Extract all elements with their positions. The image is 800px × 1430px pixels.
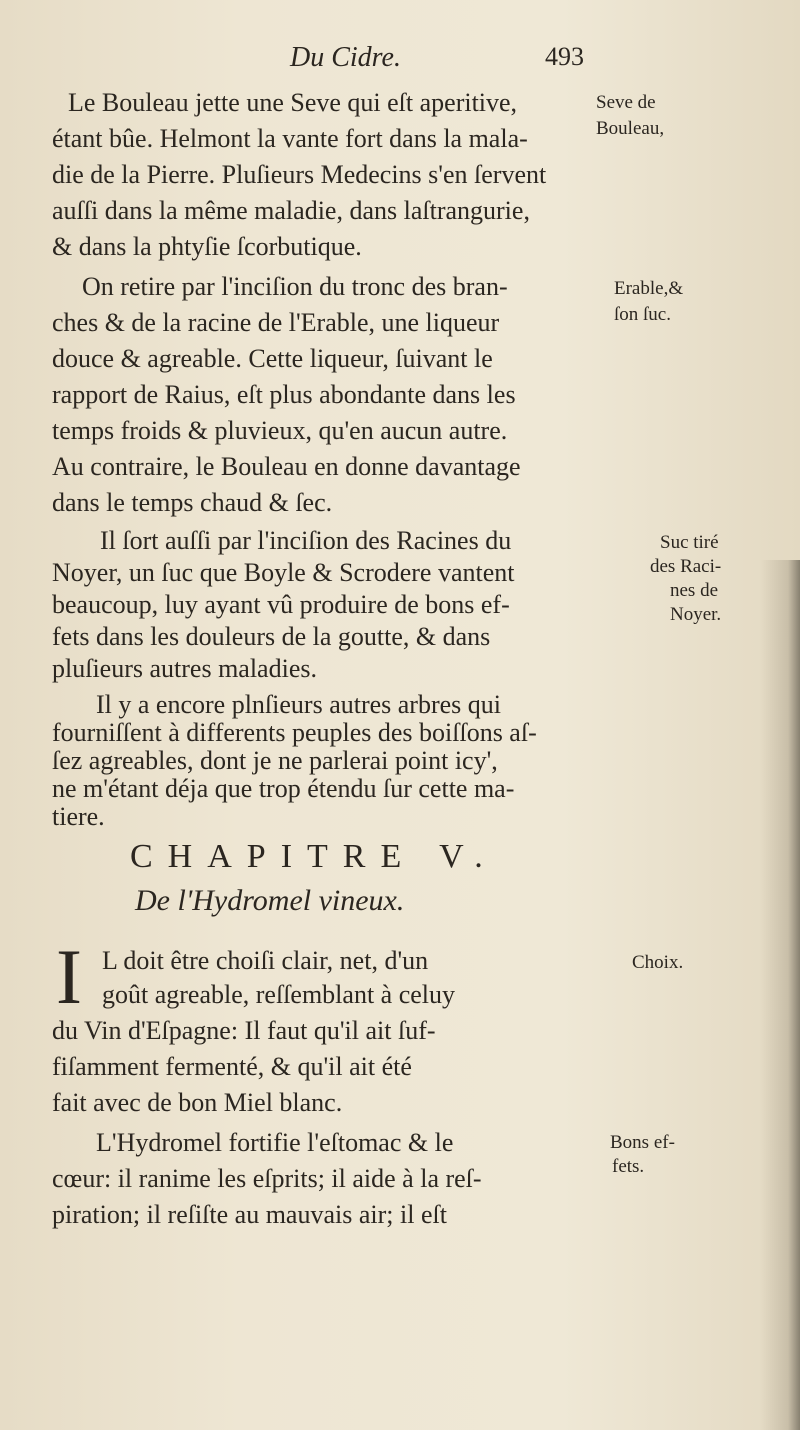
margin-note: Choix. xyxy=(632,952,684,973)
page-number: 493 xyxy=(545,42,584,71)
body-line: ne m'étant déja que trop étendu ſur cette ma- xyxy=(52,774,515,803)
body-line: & dans la phtyſie ſcorbutique. xyxy=(52,232,362,261)
body-line: Au contraire, le Bouleau en donne davantage xyxy=(52,452,521,481)
body-line: douce & agreable. Cette liqueur, ſuivant le xyxy=(52,344,493,373)
chapter-subtitle: De l'Hydromel vineux. xyxy=(135,884,405,917)
chapter-line: piration; il reſiſte au mauvais air; il eſt xyxy=(52,1200,447,1229)
body-line: ches & de la racine de l'Erable, une liqueur xyxy=(52,308,500,337)
body-line: auſſi dans la même maladie, dans laſtrangurie, xyxy=(52,196,530,225)
body-line: pluſieurs autres maladies. xyxy=(52,654,317,683)
margin-note: ſon ſuc. xyxy=(614,304,671,325)
chapter-line: fiſamment fermenté, & qu'il ait été xyxy=(52,1052,412,1081)
body-line: fourniſſent à differents peuples des boiſſons aſ- xyxy=(52,718,537,747)
running-head-title: Du Cidre. xyxy=(290,42,401,73)
body-line: dans le temps chaud & ſec. xyxy=(52,488,333,517)
margin-note: Bouleau, xyxy=(596,118,665,139)
margin-note: Noyer. xyxy=(670,604,722,625)
chapter-heading: CHAPITRE V. xyxy=(130,838,498,875)
body-line: Il ſort auſſi par l'inciſion des Racines du xyxy=(100,526,512,555)
body-line: rapport de Raius, eſt plus abondante dans les xyxy=(52,380,516,409)
margin-note: Erable,& xyxy=(614,278,684,299)
chapter-line: L'Hydromel fortifie l'eſtomac & le xyxy=(96,1128,454,1157)
chapter-line: cœur: il ranime les eſprits; il aide à la reſ- xyxy=(52,1164,482,1193)
page-edge-shadow xyxy=(760,560,800,1430)
drop-cap: I xyxy=(56,933,82,1020)
chapter-line: goût agreable, reſſemblant à celuy xyxy=(102,980,456,1009)
margin-note: Suc tiré xyxy=(660,532,719,553)
margin-note: fets. xyxy=(612,1156,645,1177)
body-line: ſez agreables, dont je ne parlerai point icy', xyxy=(52,746,498,775)
body-line: temps froids & pluvieux, qu'en aucun autre. xyxy=(52,416,508,445)
body-line: tiere. xyxy=(52,802,105,831)
body-line: Il y a encore plnſieurs autres arbres qui xyxy=(96,690,502,719)
chapter-line: L doit être choiſi clair, net, d'un xyxy=(102,946,429,975)
margin-note: nes de xyxy=(670,580,719,601)
body-line: beaucoup, luy ayant vû produire de bons ef- xyxy=(52,590,510,619)
margin-note: Bons ef- xyxy=(610,1132,675,1153)
chapter-line: du Vin d'Eſpagne: Il faut qu'il ait ſuf- xyxy=(52,1016,436,1045)
body-line: fets dans les douleurs de la goutte, & dans xyxy=(52,622,491,651)
body-line: die de la Pierre. Pluſieurs Medecins s'en ſervent xyxy=(52,160,547,189)
body-line: Noyer, un ſuc que Boyle & Scrodere vantent xyxy=(52,558,515,587)
margin-note: Seve de xyxy=(596,92,656,113)
chapter-line: fait avec de bon Miel blanc. xyxy=(52,1088,343,1117)
body-line: Le Bouleau jette une Seve qui eſt aperitive, xyxy=(68,88,518,117)
body-line: On retire par l'inciſion du tronc des bran- xyxy=(82,272,508,301)
body-line: étant bûe. Helmont la vante fort dans la mala- xyxy=(52,124,528,153)
margin-note: des Raci- xyxy=(650,556,722,577)
